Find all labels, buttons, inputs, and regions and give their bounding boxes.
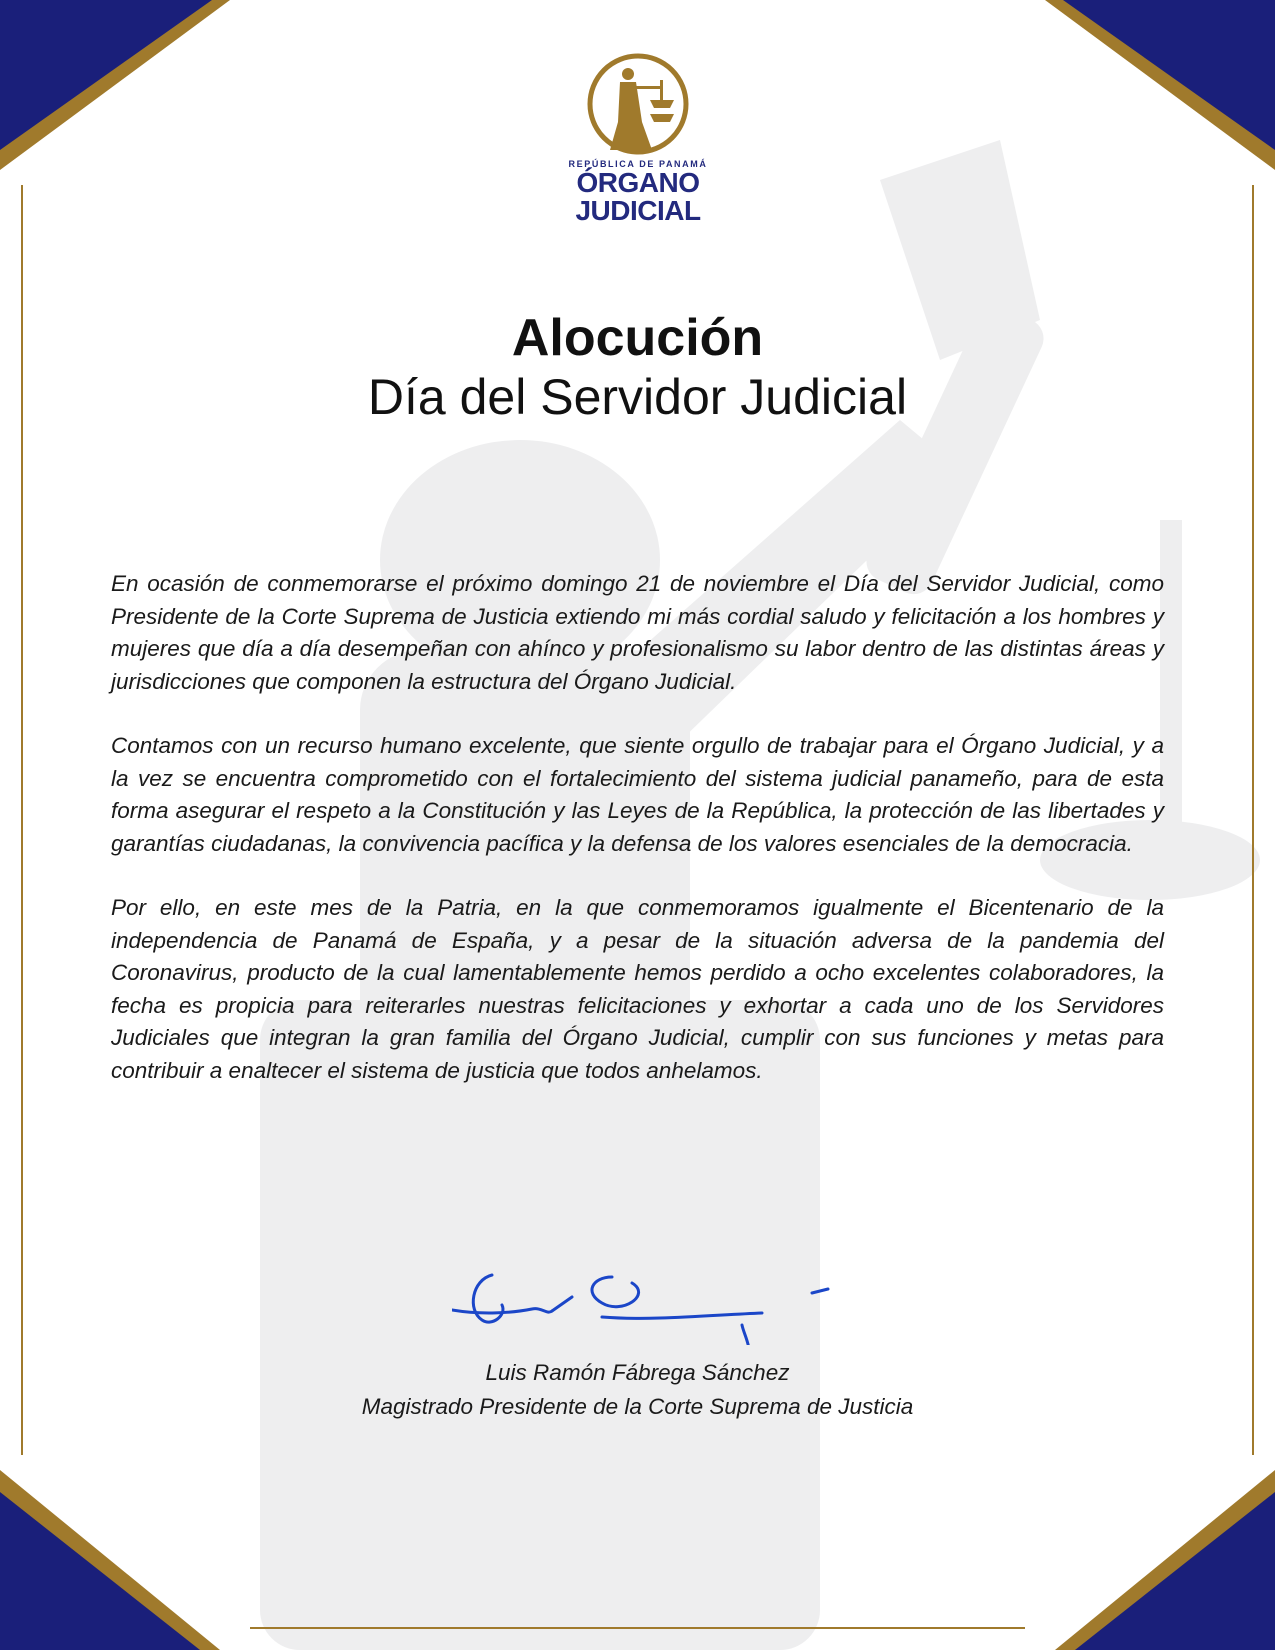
paragraph-1: En ocasión de conmemorarse el próximo domingo 21 de noviembre el Día del Servidor Judicial, como Presidente de la Corte Suprema de Justicia extiendo mi más cordial saludo y felicitación a los hombres y mujeres que día a día desempeñan con ahínco y profesionalismo su labor dentro de las distintas áreas y jurisdicciones que componen la estructura del Órgano Judicial. [111,571,1164,694]
document-title-block [200,308,1075,426]
logo-country-text: REPÚBLICA DE PANAMÁ [568,159,708,169]
signer-title: Magistrado Presidente de la Corte Suprema de Justicia [361,1394,914,1419]
letter-body [111,568,1164,1119]
paragraph-3: Por ello, en este mes de la Patria, en la que conmemoramos igualmente el Bicentenario de la independencia de Panamá de España, y a pesar de la situación adversa de la pandemia del Coronavirus, producto de la cual lamentablemente hemos perdido a ocho excelentes colaboradores, la fecha es propicia para reiterarles nuestras felicitaciones y exhortar a cada uno de los Servidores Judiciales que integran la gran familia del Órgano Judicial, cumplir con sus funciones y metas para contribuir a enaltecer el sistema de justicia que todos anhelamos. [111,895,1164,1083]
signer-name: Luis Ramón Fábrega Sánchez [485,1360,790,1385]
document-title: Alocución [511,309,764,367]
logo-line-judicial: JUDICIAL [575,195,701,226]
logo-line-organo: ÓRGANO [576,167,700,198]
handwritten-signature [452,1265,852,1345]
logo-wordmark [540,159,736,225]
document-subtitle: Día del Servidor Judicial [367,369,908,425]
paragraph-2: Contamos con un recurso humano excelente, que siente orgullo de trabajar para el Órgano Judicial, y a la vez se encuentra comprometido con el fortalecimiento del sistema judicial panameño, para de esta forma asegurar el respeto a la Constitución y las Leyes de la República, la protección de las libertades y garantías ciudadanas, la convivencia pacífica y la defensa de los valores esenciales de la democracia. [111,733,1164,856]
